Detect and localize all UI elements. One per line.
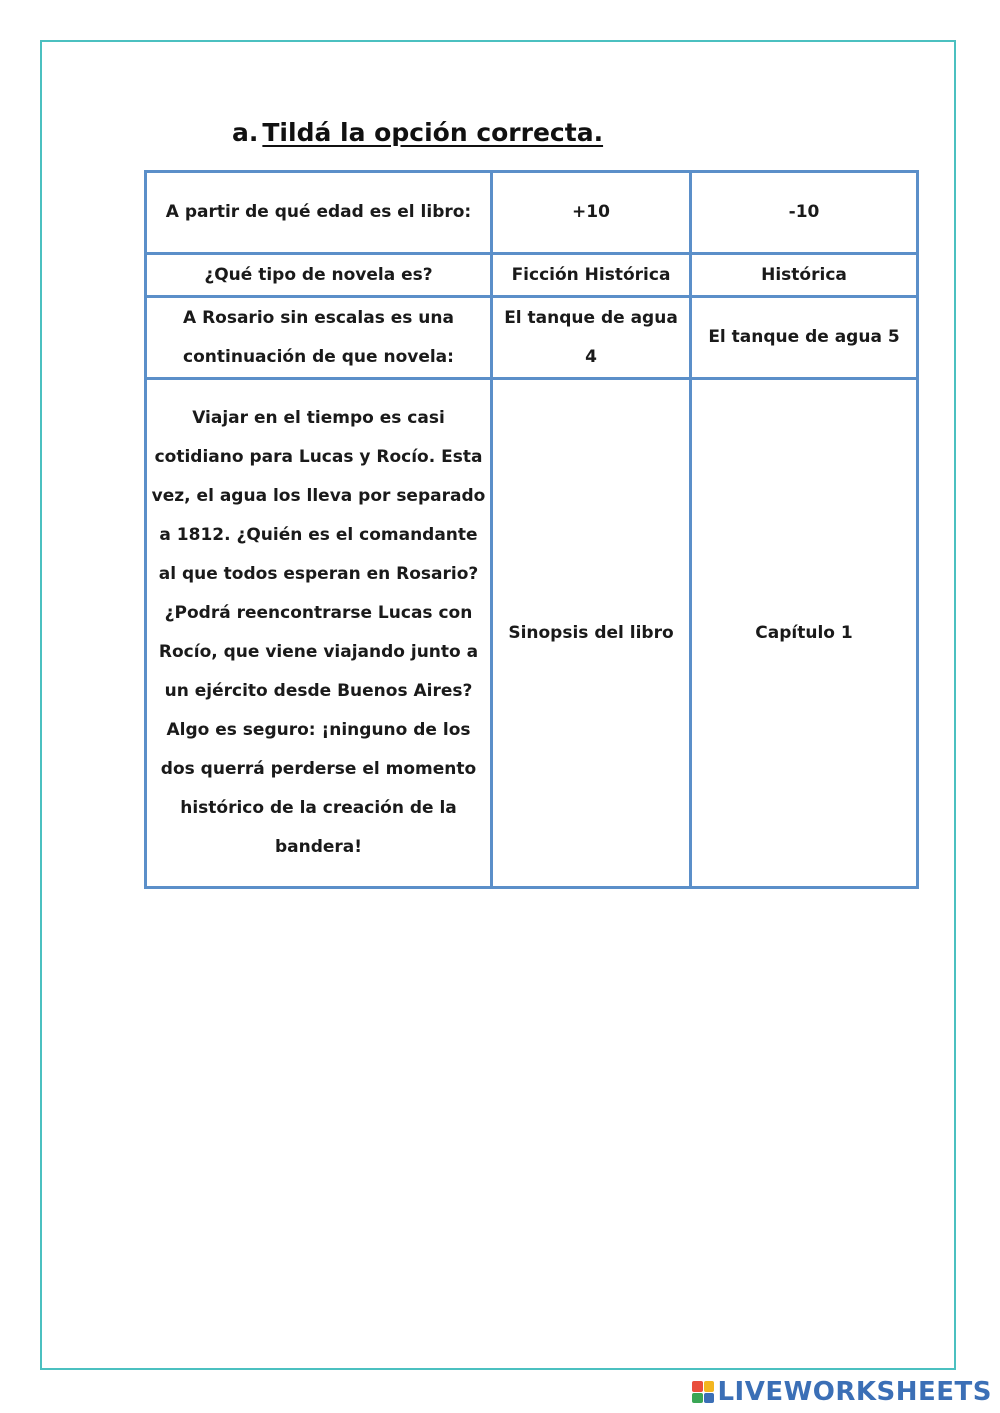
- question-cell: A Rosario sin escalas es una continuación de que novela:: [146, 297, 492, 379]
- logo-icon: [692, 1381, 714, 1403]
- option-cell[interactable]: El tanque de agua 4: [492, 297, 691, 379]
- option-cell[interactable]: +10: [492, 172, 691, 254]
- table-row: [146, 172, 918, 254]
- option-cell[interactable]: El tanque de agua 5: [691, 297, 918, 379]
- instruction-heading: [232, 118, 603, 147]
- quiz-table: [144, 170, 919, 889]
- liveworksheets-logo: [692, 1377, 992, 1407]
- question-cell: Viajar en el tiempo es casi cotidiano para Lucas y Rocío. Esta vez, el agua los lleva por separado a 1812. ¿Quién es el comandante al que todos esperan en Rosario? ¿Podrá reencontrarse Lucas con Rocío, que viene viajando junto a un ejército desde Buenos Aires? Algo es seguro: ¡ninguno de los dos querrá perderse el momento histórico de la creación de la bandera!: [146, 379, 492, 888]
- logo-text: LIVEWORKSHEETS: [717, 1377, 992, 1407]
- option-cell[interactable]: Histórica: [691, 254, 918, 297]
- table-row: [146, 379, 918, 888]
- option-cell[interactable]: Sinopsis del libro: [492, 379, 691, 888]
- table-row: [146, 297, 918, 379]
- heading-title: Tildá la opción correcta.: [262, 118, 604, 147]
- option-cell[interactable]: -10: [691, 172, 918, 254]
- question-cell: A partir de qué edad es el libro:: [146, 172, 492, 254]
- table-row: [146, 254, 918, 297]
- heading-marker: a.: [232, 118, 259, 147]
- option-cell[interactable]: Capítulo 1: [691, 379, 918, 888]
- option-cell[interactable]: Ficción Histórica: [492, 254, 691, 297]
- question-cell: ¿Qué tipo de novela es?: [146, 254, 492, 297]
